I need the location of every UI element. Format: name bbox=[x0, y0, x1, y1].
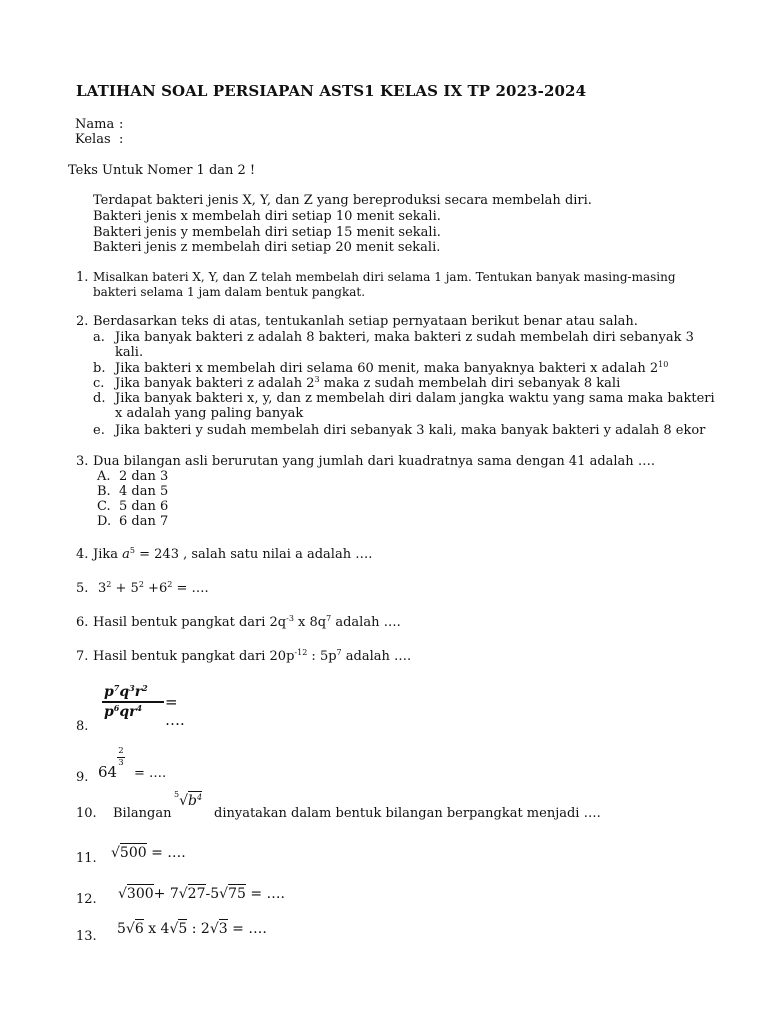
q11-expression: √500 = …. bbox=[111, 845, 186, 861]
option-label: C. bbox=[97, 499, 111, 514]
q8-equals: = …. bbox=[165, 693, 185, 729]
question-number: 8. bbox=[76, 719, 89, 734]
intro-line: Terdapat bakteri jenis X, Y, dan Z yang bereproduksi secara membelah diri. bbox=[93, 193, 592, 208]
option-label: B. bbox=[97, 484, 111, 499]
option-label: D. bbox=[97, 514, 112, 529]
question-number: 7. bbox=[76, 649, 89, 664]
question-number: 4. bbox=[76, 547, 89, 562]
question-number: 13. bbox=[76, 929, 97, 944]
q10-pre: Bilangan bbox=[113, 806, 172, 821]
nama-colon: : bbox=[119, 117, 124, 132]
q6-text: Hasil bentuk pangkat dari $2q^{-3}$ x $8q^7$ adalah …. bbox=[93, 614, 401, 630]
q2-stem: Berdasarkan teks di atas, tentukanlah setiap pernyataan berikut benar atau salah. bbox=[93, 314, 638, 329]
q8-numerator: $p^7q^3r^2$ bbox=[104, 683, 148, 700]
question-number: 10. bbox=[76, 806, 97, 821]
q9-base: 64 bbox=[98, 763, 118, 781]
option-label: c. bbox=[93, 376, 105, 391]
option-text: 4 dan 5 bbox=[119, 484, 169, 499]
q13-expression: 5√6 x 4√5 : 2√3 = …. bbox=[117, 921, 267, 937]
kelas-colon: : bbox=[119, 132, 124, 147]
option-label: d. bbox=[93, 391, 106, 406]
page-title: LATIHAN SOAL PERSIAPAN ASTS1 KELAS IX TP 2023-2024 bbox=[76, 82, 587, 100]
q5-expression: $3^2 + 5^2 +6^2$ = …. bbox=[98, 580, 209, 596]
intro-line: Bakteri jenis z membelah diri setiap 20 menit sekali. bbox=[93, 240, 441, 255]
kelas-label: Kelas bbox=[75, 132, 111, 147]
q4-text: Jika $a^5 = 243$ , salah satu nilai a adalah …. bbox=[93, 546, 373, 562]
question-number: 1. bbox=[76, 270, 89, 285]
question-number: 11. bbox=[76, 851, 97, 866]
q9-tail: = …. bbox=[134, 766, 167, 781]
q10-radical: $^5√b^4$ bbox=[174, 790, 203, 809]
question-number: 6. bbox=[76, 615, 89, 630]
q8-fraction bbox=[100, 683, 190, 729]
nama-label: Nama bbox=[75, 117, 115, 132]
q2-statement-a: Jika banyak bakteri z adalah 8 bakteri, maka bakteri z sudah membelah diri sebanyak 3 bbox=[115, 330, 694, 345]
option-label: A. bbox=[97, 469, 111, 484]
q3-stem: Dua bilangan asli berurutan yang jumlah dari kuadratnya sama dengan 41 adalah …. bbox=[93, 454, 655, 469]
intro-line: Bakteri jenis x membelah diri setiap 10 menit sekali. bbox=[93, 209, 441, 224]
q2-statement-e: Jika bakteri y sudah membelah diri sebanyak 3 kali, maka banyak bakteri y adalah 8 ekor bbox=[115, 423, 706, 438]
q2-statement-c: Jika banyak bakteri z adalah $2^3$ maka z sudah membelah diri sebanyak 8 kali bbox=[115, 375, 621, 391]
fraction-bar bbox=[102, 701, 164, 703]
option-label: e. bbox=[93, 423, 105, 438]
intro-line: Bakteri jenis y membelah diri setiap 15 menit sekali. bbox=[93, 225, 441, 240]
option-text: 5 dan 6 bbox=[119, 499, 169, 514]
q1-text: Misalkan bateri X, Y, dan Z telah membelah diri selama 1 jam. Tentukan banyak masing-masing bbox=[93, 270, 676, 284]
q2-statement-a: kali. bbox=[115, 345, 144, 360]
q1-text: bakteri selama 1 jam dalam bentuk pangkat. bbox=[93, 285, 366, 299]
q2-statement-d: x adalah yang paling banyak bbox=[115, 406, 304, 421]
option-text: 2 dan 3 bbox=[119, 469, 169, 484]
q12-expression: √300+ 7√27-5√75 = …. bbox=[118, 886, 285, 902]
q10-post: dinyatakan dalam bentuk bilangan berpangkat menjadi …. bbox=[214, 806, 601, 821]
question-number: 3. bbox=[76, 454, 89, 469]
intro-heading: Teks Untuk Nomer 1 dan 2 ! bbox=[68, 163, 256, 178]
q7-text: Hasil bentuk pangkat dari $20p^{-12}$ : $5p^7$ adalah …. bbox=[93, 648, 412, 664]
q2-statement-b: Jika bakteri x membelah diri selama 60 menit, maka banyaknya bakteri x adalah $2^{10}$ bbox=[115, 360, 669, 376]
question-number: 2. bbox=[76, 314, 89, 329]
q2-statement-d: Jika banyak bakteri x, y, dan z membelah diri dalam jangka waktu yang sama maka bakteri bbox=[115, 391, 715, 406]
question-number: 5. bbox=[76, 581, 89, 596]
option-label: b. bbox=[93, 361, 106, 376]
question-number: 12. bbox=[76, 892, 97, 907]
q9-exponent: 2 3 bbox=[118, 746, 124, 768]
question-number: 9. bbox=[76, 770, 89, 785]
option-text: 6 dan 7 bbox=[119, 514, 169, 529]
option-label: a. bbox=[93, 330, 105, 345]
q8-denominator: $p^6qr^4$ bbox=[104, 702, 143, 720]
